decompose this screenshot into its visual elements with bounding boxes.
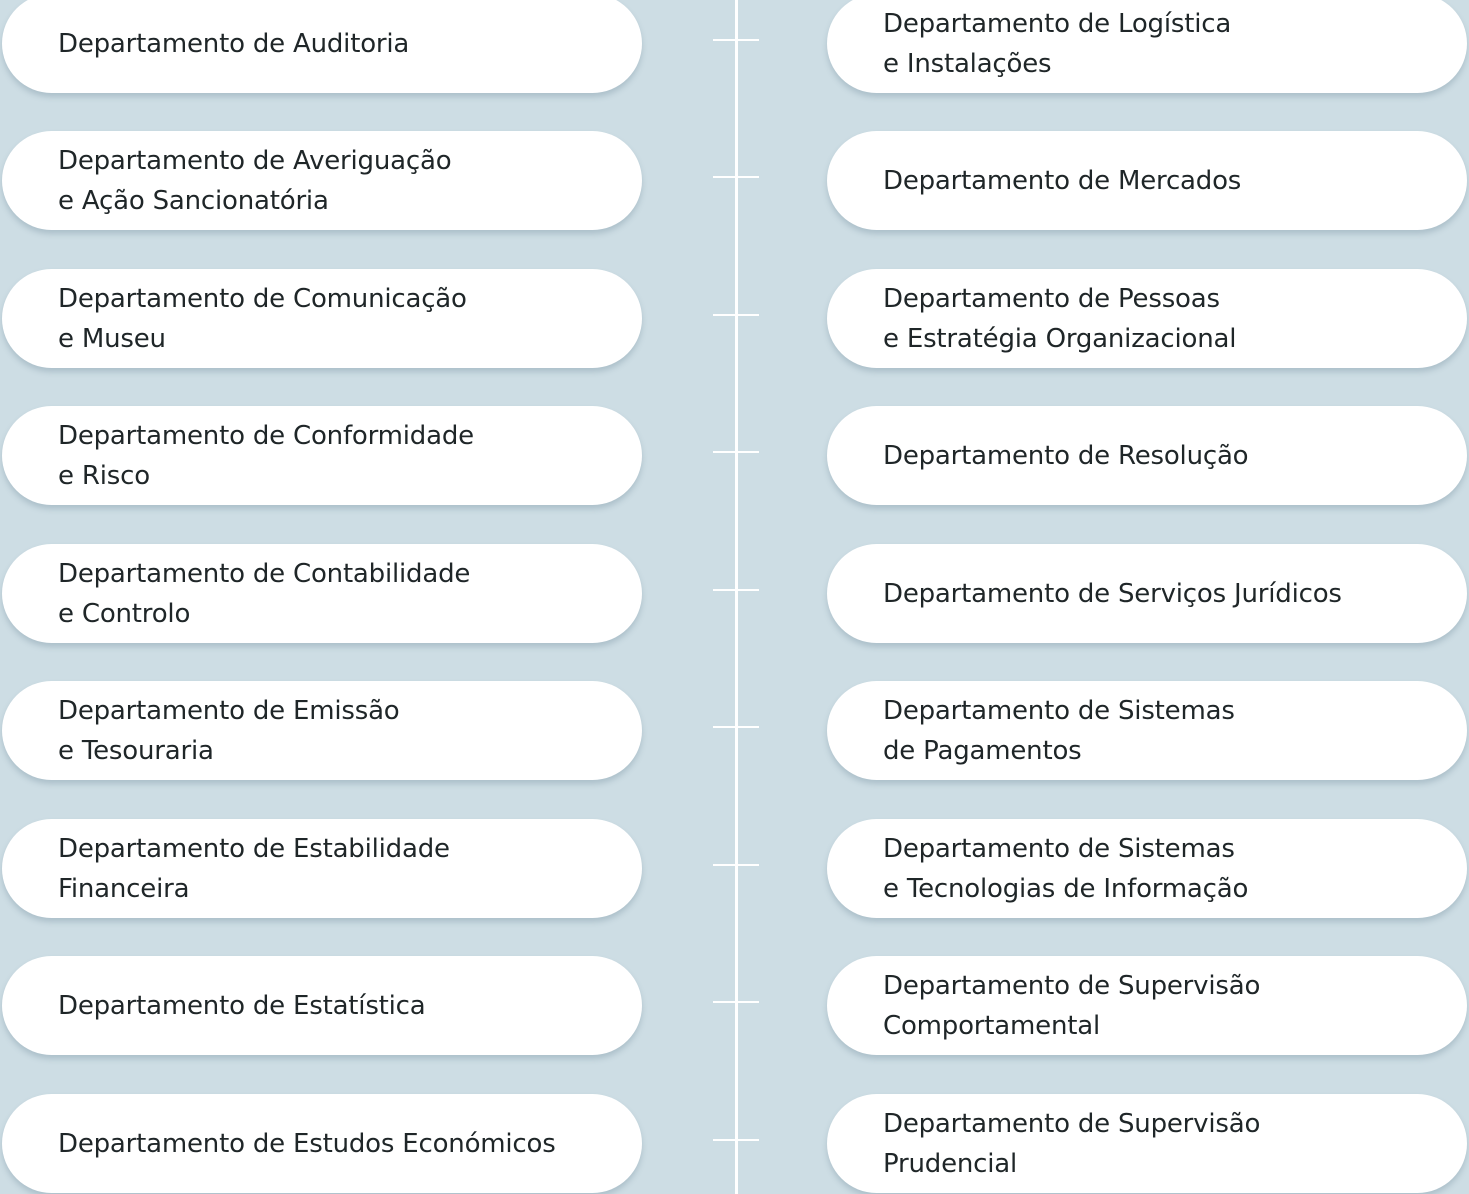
- department-label: Departamento de Supervisão Prudencial: [883, 1108, 1261, 1179]
- department-label: Departamento de Supervisão Comportamental: [883, 970, 1261, 1041]
- department-box-supervisao-prudencial: [827, 1094, 1467, 1193]
- department-box-mercados: [827, 131, 1467, 230]
- connector-tick: [713, 39, 759, 41]
- department-label: Departamento de Resolução: [883, 440, 1249, 471]
- connector-tick: [713, 726, 759, 728]
- department-label: Departamento de Serviços Jurídicos: [883, 578, 1342, 609]
- connector-tick: [713, 589, 759, 591]
- department-label: Departamento de Averiguação e Ação Sancionatória: [58, 145, 452, 216]
- department-box-sistemas-pagamentos: [827, 681, 1467, 780]
- department-label: Departamento de Estudos Económicos: [58, 1128, 556, 1159]
- connector-tick: [713, 1001, 759, 1003]
- department-label: Departamento de Estatística: [58, 990, 426, 1021]
- department-label: Departamento de Logística e Instalações: [883, 8, 1232, 79]
- department-box-supervisao-comportamental: [827, 956, 1467, 1055]
- department-label: Departamento de Comunicação e Museu: [58, 283, 467, 354]
- department-box-pessoas: [827, 269, 1467, 368]
- department-label: Departamento de Pessoas e Estratégia Organizacional: [883, 283, 1237, 354]
- connector-tick: [713, 176, 759, 178]
- department-box-estabilidade: [2, 819, 642, 918]
- central-connector-line: [735, 0, 738, 1194]
- department-box-comunicacao: [2, 269, 642, 368]
- department-label: Departamento de Contabilidade e Controlo: [58, 558, 471, 629]
- department-label: Departamento de Sistemas de Pagamentos: [883, 695, 1235, 766]
- connector-tick: [713, 864, 759, 866]
- department-label: Departamento de Emissão e Tesouraria: [58, 695, 400, 766]
- department-box-sistemas-tecnologias: [827, 819, 1467, 918]
- department-box-servicos-juridicos: [827, 544, 1467, 643]
- department-box-averiguacao: [2, 131, 642, 230]
- department-box-estudos-economicos: [2, 1094, 642, 1193]
- department-label: Departamento de Auditoria: [58, 28, 410, 59]
- department-label: Departamento de Mercados: [883, 165, 1242, 196]
- connector-tick: [713, 314, 759, 316]
- connector-tick: [713, 1139, 759, 1141]
- department-box-resolucao: [827, 406, 1467, 505]
- department-box-logistica: [827, 0, 1467, 93]
- department-box-conformidade: [2, 406, 642, 505]
- department-box-contabilidade: [2, 544, 642, 643]
- department-label: Departamento de Sistemas e Tecnologias de Informação: [883, 833, 1249, 904]
- department-box-emissao: [2, 681, 642, 780]
- department-label: Departamento de Conformidade e Risco: [58, 420, 474, 491]
- department-box-estatistica: [2, 956, 642, 1055]
- department-box-auditoria: [2, 0, 642, 93]
- department-label: Departamento de Estabilidade Financeira: [58, 833, 450, 904]
- connector-tick: [713, 451, 759, 453]
